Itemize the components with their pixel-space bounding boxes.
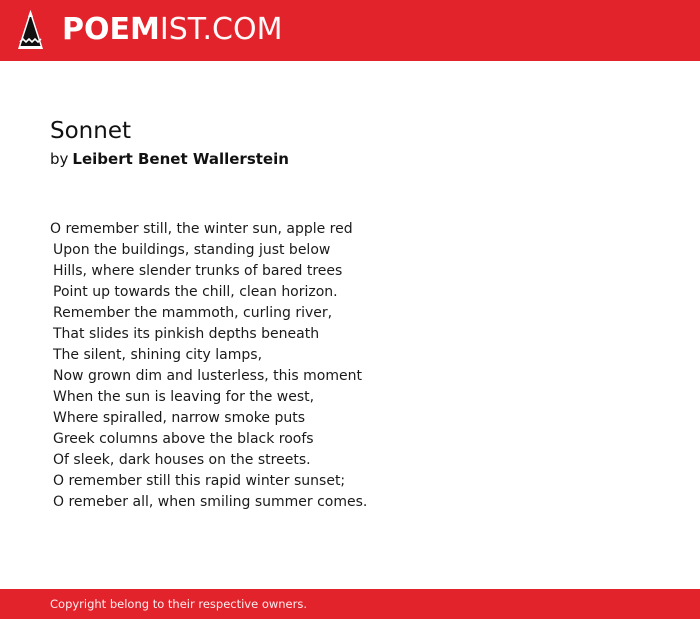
poem-line: Upon the buildings, standing just below	[53, 242, 331, 258]
poem-line: Now grown dim and lusterless, this moment	[53, 368, 362, 384]
by-label: by	[50, 150, 69, 168]
brand-bold: POEM	[62, 12, 160, 47]
poem-author: Leibert Benet Wallerstein	[72, 150, 289, 168]
poem-line: That slides its pinkish depths beneath	[53, 326, 320, 342]
poem-line: O remember still this rapid winter sunset;	[53, 473, 346, 489]
poem-title: Sonnet	[50, 118, 131, 144]
poem-line: Hills, where slender trunks of bared trees	[53, 263, 343, 279]
copyright-text: Copyright belong to their respective owners.	[50, 597, 308, 611]
poem-line: The silent, shining city lamps,	[53, 347, 263, 363]
brand-light: IST.COM	[159, 12, 283, 47]
poem-line: O remember still, the winter sun, apple red	[50, 221, 353, 237]
poem-byline	[50, 148, 289, 170]
site-header	[0, 0, 700, 61]
poem-line: O remeber all, when smiling summer comes.	[53, 494, 368, 510]
poem-line: Remember the mammoth, curling river,	[53, 305, 333, 321]
site-footer	[0, 589, 700, 619]
poem-line: When the sun is leaving for the west,	[53, 389, 315, 405]
poem-line: Point up towards the chill, clean horizon.	[53, 284, 338, 300]
poem-body	[50, 219, 650, 513]
poem-line: Greek columns above the black roofs	[53, 431, 314, 447]
site-logo-text[interactable]	[62, 12, 282, 48]
pencil-tip-icon[interactable]	[17, 9, 44, 51]
poem-line: Where spiralled, narrow smoke puts	[53, 410, 306, 426]
poem-line: Of sleek, dark houses on the streets.	[53, 452, 311, 468]
